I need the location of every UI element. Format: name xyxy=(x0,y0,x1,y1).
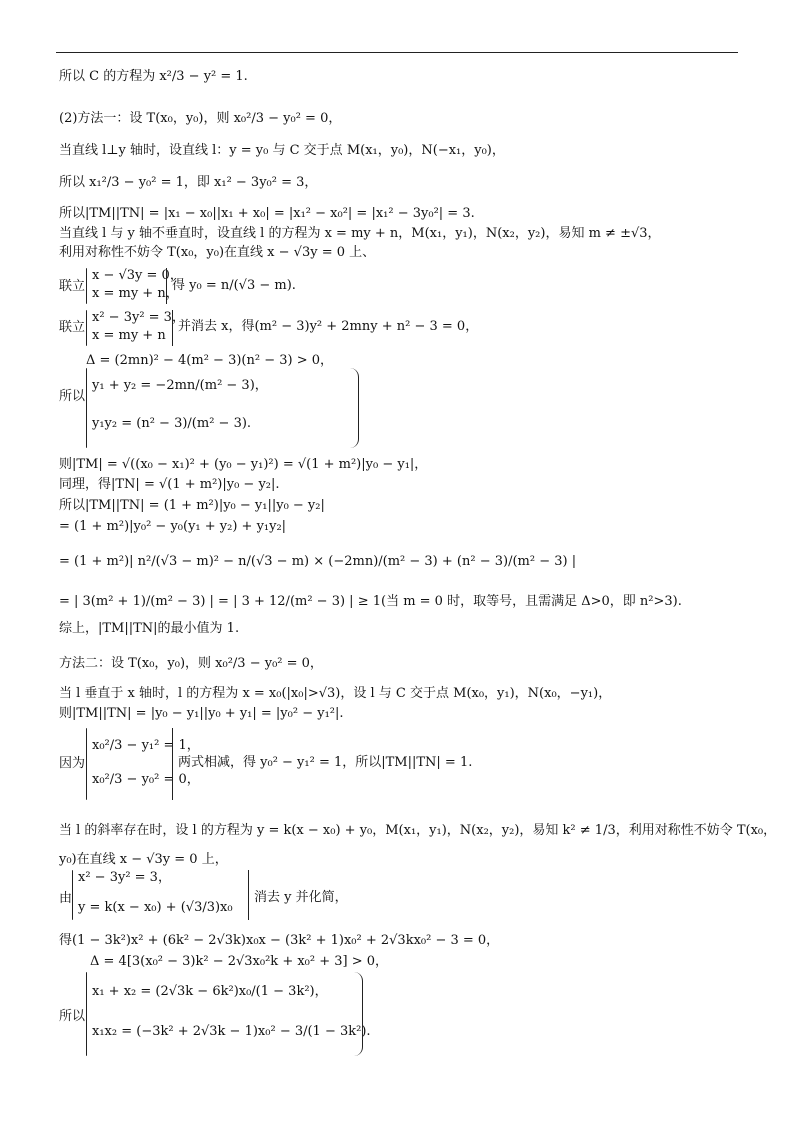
text-line: 所以|TM||TN| = (1 + m²)|y₀ − y₁||y₀ − y₂| xyxy=(59,498,325,513)
text-line: 则|TM| = √((x₀ − x₁)² + (y₀ − y₁)²) = √(1 + m²)|y₀ − y₁|， xyxy=(59,457,428,472)
left-brace xyxy=(86,368,87,448)
system-bar xyxy=(172,728,173,800)
text-line: Δ = 4[3(x₀² − 3)k² − 2√3x₀²k + x₀² + 3] > 0， xyxy=(90,954,389,969)
text-line: y₀)在直线 x − √3y = 0 上， xyxy=(59,852,228,867)
equation: 两式相减，得 y₀² − y₁² = 1，所以|TM||TN| = 1. xyxy=(178,755,473,770)
equation: x₀²/3 − y₁² = 1， xyxy=(92,738,200,753)
left-brace xyxy=(86,268,87,304)
text-line: 方法二：设 T(x₀，y₀)，则 x₀²/3 − y₀² = 0， xyxy=(59,656,323,671)
system-label: 所以 xyxy=(59,1009,86,1024)
equation: y₁ + y₂ = −2mn/(m² − 3)， xyxy=(92,378,268,393)
equation: x = my + n xyxy=(92,328,166,343)
text-line: 所以 x₁²/3 − y₀² = 1，即 x₁² − 3y₀² = 3， xyxy=(59,175,318,190)
equation: 消去 y 并化简， xyxy=(254,890,348,905)
right-brace xyxy=(354,972,363,1056)
text-line: 当直线 l 与 y 轴不垂直时，设直线 l 的方程为 x = my + n，M(x₁，y₁)，N(x₂，y₂)，易知 m ≠ ±√3， xyxy=(59,226,661,241)
equation: x₁ + x₂ = (2√3k − 6k²)x₀/(1 − 3k²)， xyxy=(92,984,328,999)
equation: x² − 3y² = 3， xyxy=(92,310,185,325)
text-line: = | 3(m² + 1)/(m² − 3) | = | 3 + 12/(m² − 3) | ≥ 1(当 m = 0 时，取等号，且需满足 Δ>0，即 n²>3). xyxy=(59,594,682,609)
text-line: 所以|TM||TN| = |x₁ − x₀||x₁ + x₀| = |x₁² − x₀²| = |x₁² − 3y₀²| = 3. xyxy=(59,206,475,221)
text-line: = (1 + m²)|y₀² − y₀(y₁ + y₂) + y₁y₂| xyxy=(59,519,287,534)
system-label: 由 xyxy=(59,891,73,906)
equation: x = my + n， xyxy=(92,286,179,301)
system-label: 所以 xyxy=(59,389,86,404)
system-label: 因为 xyxy=(59,756,86,771)
text-line: (2)方法一：设 T(x₀，y₀)，则 x₀²/3 − y₀² = 0， xyxy=(59,111,342,126)
left-brace xyxy=(72,870,73,920)
left-brace xyxy=(86,972,87,1056)
equation: y = k(x − x₀) + (√3/3)x₀ xyxy=(78,900,233,915)
text-line: 利用对称性不妨令 T(x₀，y₀)在直线 x − √3y = 0 上、 xyxy=(59,245,376,260)
system-label: 联立 xyxy=(59,279,86,294)
left-brace xyxy=(86,310,87,346)
system-bar xyxy=(166,268,167,304)
equation: x − √3y = 0， xyxy=(92,268,183,283)
system-bar xyxy=(248,870,249,920)
equation: x² − 3y² = 3， xyxy=(78,870,171,885)
equation: y₁y₂ = (n² − 3)/(m² − 3). xyxy=(92,416,252,431)
text-line: Δ = (2mn)² − 4(m² − 3)(n² − 3) > 0， xyxy=(86,353,333,368)
text-line: 得(1 − 3k²)x² + (6k² − 2√3k)x₀x − (3k² + 1)x₀² + 2√3kx₀² − 3 = 0， xyxy=(59,933,500,948)
text-line: 当 l 的斜率存在时，设 l 的方程为 y = k(x − x₀) + y₀，M(x₁，y₁)，N(x₂，y₂)，易知 k² ≠ 1/3，利用对称性不妨令 T(x₀， xyxy=(59,823,777,838)
right-brace xyxy=(350,368,359,448)
text-line: = (1 + m²)| n²/(√3 − m)² − n/(√3 − m) × (−2mn)/(m² − 3) + (n² − 3)/(m² − 3) | xyxy=(59,554,577,569)
equation: 得 y₀ = n/(√3 − m). xyxy=(172,278,296,293)
text-line: 同理，得|TN| = √(1 + m²)|y₀ − y₂|. xyxy=(59,477,280,492)
equation: x₁x₂ = (−3k² + 2√3k − 1)x₀² − 3/(1 − 3k²). xyxy=(92,1024,371,1039)
text-line: 则|TM||TN| = |y₀ − y₁||y₀ + y₁| = |y₀² − y₁²|. xyxy=(59,706,344,721)
header-rule xyxy=(56,52,738,53)
text-line: 综上，|TM||TN|的最小值为 1. xyxy=(59,621,240,636)
equation: 并消去 x，得(m² − 3)y² + 2mny + n² − 3 = 0， xyxy=(178,319,479,334)
system-bar xyxy=(172,310,173,346)
text-line: 当直线 l⊥y 轴时，设直线 l：y = y₀ 与 C 交于点 M(x₁，y₀)，N(−x₁，y₀)， xyxy=(59,143,505,158)
text-line: 所以 C 的方程为 x²/3 − y² = 1. xyxy=(59,69,248,84)
equation: x₀²/3 − y₀² = 0， xyxy=(92,772,200,787)
left-brace xyxy=(86,728,87,800)
system-label: 联立 xyxy=(59,320,86,335)
text-line: 当 l 垂直于 x 轴时，l 的方程为 x = x₀(|x₀|>√3)，设 l 与 C 交于点 M(x₀，y₁)，N(x₀，−y₁)， xyxy=(59,686,612,701)
